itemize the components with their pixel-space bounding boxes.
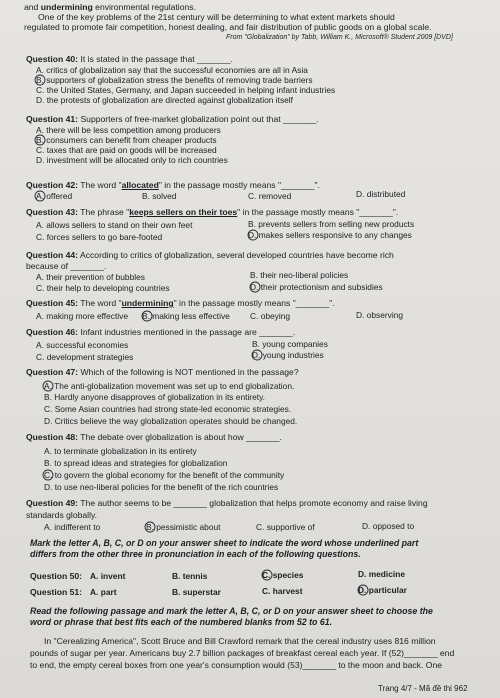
q40-option-a[interactable]: A. critics of globalization say that the successful economies are all in Asia: [36, 65, 308, 75]
q50-option-c[interactable]: C. species: [262, 570, 304, 580]
q46-option-d[interactable]: D. young industries: [252, 350, 324, 360]
question-45: [26, 298, 335, 308]
instruction-pronunciation-line-1: Mark the letter A, B, C, or D on your answer sheet to indicate the word whose underlined part: [30, 538, 419, 548]
q42-option-b[interactable]: B. solved: [142, 191, 177, 201]
question-text: The author seems to be _______ globalization that helps promote economy and raise living: [78, 498, 428, 508]
question-text-pre: The phrase ": [78, 207, 130, 217]
intro-bold-word: undermining: [40, 2, 93, 12]
q40-option-d[interactable]: D. the protests of globalization are directed against globalization itself: [36, 95, 293, 105]
question-49: [26, 498, 428, 508]
question-keyword: undermining: [121, 298, 174, 308]
q41-option-d[interactable]: D. investment will be allocated only to rich countries: [36, 155, 228, 165]
q50-option-d[interactable]: D. medicine: [358, 569, 406, 579]
question-44: [26, 250, 394, 260]
q48-option-d[interactable]: D. to use neo-liberal policies for the benefit of the rich countries: [44, 482, 279, 492]
question-label: Question 46:: [26, 327, 79, 337]
question-keyword: keeps sellers on their toes: [129, 207, 238, 217]
question-text: Infant industries mentioned in the passage are _______.: [78, 327, 295, 337]
passage-line-3: to end, the empty cereal boxes from one year's consumption would (53)_______ to the moon and back. One: [30, 660, 443, 670]
q48-option-a[interactable]: A. to terminate globalization in its entirety: [44, 446, 197, 456]
question-label: Question 44:: [26, 250, 79, 260]
question-48: [26, 432, 282, 442]
q42-option-c[interactable]: C. removed: [248, 191, 292, 201]
question-text-post: " in the passage mostly means "_______".: [237, 207, 399, 217]
question-47: [26, 367, 299, 377]
page-footer: Trang 4/7 - Mã đề thi 962: [378, 684, 468, 693]
question-label: Question 48:: [26, 432, 79, 442]
question-text: Supporters of free-market globalization point out that _______.: [78, 114, 319, 124]
question-text: According to critics of globalization, several developed countries have become rich: [78, 250, 394, 260]
instruction-pronunciation-line-2: differs from the other three in pronunciation in each of the following questions.: [30, 549, 361, 559]
question-text: Which of the following is NOT mentioned in the passage?: [78, 367, 299, 377]
q47-option-d[interactable]: D. Critics believe the way globalization operates should be changed.: [44, 416, 298, 426]
question-text-pre: The word ": [78, 180, 122, 190]
q44-option-d[interactable]: D. their protectionism and subsidies: [250, 282, 383, 292]
q48-option-b[interactable]: B. to spread ideas and strategies for globalization: [44, 458, 228, 468]
question-44-cont: because of _______.: [26, 261, 107, 271]
passage-line-1: In "Cerealizing America", Scott Bruce and Bill Crawford remark that the cereal industry uses 816 million: [44, 636, 436, 646]
instruction-passage-line-1: Read the following passage and mark the letter A, B, C, or D on your answer sheet to choose the: [30, 606, 433, 616]
q44-option-b[interactable]: B. their neo-liberal policies: [250, 270, 349, 280]
question-text: The debate over globalization is about how _______.: [78, 432, 282, 442]
intro-line-1-post: environmental regulations.: [92, 2, 196, 12]
question-49-cont: standards globally.: [26, 510, 98, 520]
q41-option-b[interactable]: B. consumers can benefit from cheaper products: [36, 135, 217, 145]
question-40: [26, 54, 233, 64]
q43-option-b[interactable]: B. prevents sellers from selling new products: [248, 219, 415, 229]
question-text-pre: The word ": [78, 298, 122, 308]
question-43: [26, 207, 398, 217]
intro-line-1-pre: and: [24, 2, 41, 12]
question-41: [26, 114, 319, 124]
q44-option-c[interactable]: C. their help to developing countries: [36, 283, 170, 293]
q44-option-a[interactable]: A. their prevention of bubbles: [36, 272, 145, 282]
q47-option-a[interactable]: A. The anti-globalization movement was set up to end globalization.: [44, 381, 295, 391]
q46-option-a[interactable]: A. successful economies: [36, 340, 129, 350]
question-text-post: " in the passage mostly means "_______".: [173, 298, 335, 308]
question-label: Question 40:: [26, 54, 79, 64]
question-51-label: Question 51:: [30, 587, 83, 597]
question-label: Question 42:: [26, 180, 79, 190]
q51-option-d[interactable]: D. particular: [358, 585, 407, 595]
q49-option-a[interactable]: A. indifferent to: [44, 522, 101, 532]
intro-source: From "Globalization" by Tabb, William K., Microsoft® Student 2009 [DVD]: [226, 34, 453, 41]
question-text-post: " in the passage mostly means "_______".: [158, 180, 320, 190]
question-label: Question 43:: [26, 207, 79, 217]
q45-option-b[interactable]: B. making less effective: [142, 311, 230, 321]
question-label: Question 45:: [26, 298, 79, 308]
passage-line-2: pounds of sugar per year. Americans buy 2.7 billion packages of breakfast cereal each year. If (52)_______ end: [30, 648, 455, 658]
instruction-passage-line-2: word or phrase that best fits each of the numbered blanks from 52 to 61.: [30, 617, 333, 627]
q43-option-c[interactable]: C. forces sellers to go bare-footed: [36, 232, 163, 242]
q46-option-c[interactable]: C. development strategies: [36, 352, 134, 362]
q45-option-c[interactable]: C. obeying: [250, 311, 291, 321]
intro-line-2: One of the key problems of the 21st century will be determining to what extent markets should: [38, 12, 395, 22]
q47-option-c[interactable]: C. Some Asian countries had strong state-led economic strategies.: [44, 404, 292, 414]
intro-line-3: regulated to promote fair competition, honest dealing, and fair distribution of public goods on a global scale.: [24, 22, 432, 32]
q49-option-d[interactable]: D. opposed to: [362, 521, 415, 531]
question-50-label: Question 50:: [30, 571, 83, 581]
q51-option-c[interactable]: C. harvest: [262, 586, 303, 596]
q50-option-a[interactable]: A. invent: [90, 571, 126, 581]
q41-option-c[interactable]: C. taxes that are paid on goods will be increased: [36, 145, 217, 155]
question-46: [26, 327, 295, 337]
q46-option-b[interactable]: B. young companies: [252, 339, 328, 349]
intro-line-1: [24, 2, 196, 12]
q43-option-a[interactable]: A. allows sellers to stand on their own feet: [36, 220, 193, 230]
question-label: Question 47:: [26, 367, 79, 377]
q41-option-a[interactable]: A. there will be less competition among producers: [36, 125, 221, 135]
q48-option-c[interactable]: C. to govern the global economy for the benefit of the community: [44, 470, 285, 480]
question-text: It is stated in the passage that _______.: [78, 54, 233, 64]
q45-option-a[interactable]: A. making more effective: [36, 311, 129, 321]
q50-option-b[interactable]: B. tennis: [172, 571, 208, 581]
q42-option-a[interactable]: A. offered: [36, 191, 73, 201]
q40-option-b[interactable]: B. supporters of globalization stress the benefits of removing trade barriers: [36, 75, 313, 85]
q51-option-b[interactable]: B. superstar: [172, 587, 221, 597]
q42-option-d[interactable]: D. distributed: [356, 189, 406, 199]
q47-option-b[interactable]: B. Hardly anyone disapproves of globalization in its entirety.: [44, 392, 265, 402]
question-label: Question 49:: [26, 498, 79, 508]
q45-option-d[interactable]: D. observing: [356, 310, 404, 320]
question-42: [26, 180, 320, 190]
q51-option-a[interactable]: A. part: [90, 587, 117, 597]
question-label: Question 41:: [26, 114, 79, 124]
question-keyword: allocated: [121, 180, 159, 190]
q43-option-d[interactable]: D. makes sellers responsive to any changes: [248, 230, 412, 240]
q40-option-c[interactable]: C. the United States, Germany, and Japan succeeded in helping infant industries: [36, 85, 336, 95]
q49-option-b[interactable]: B. pessimistic about: [146, 522, 221, 532]
q49-option-c[interactable]: C. supportive of: [256, 522, 315, 532]
